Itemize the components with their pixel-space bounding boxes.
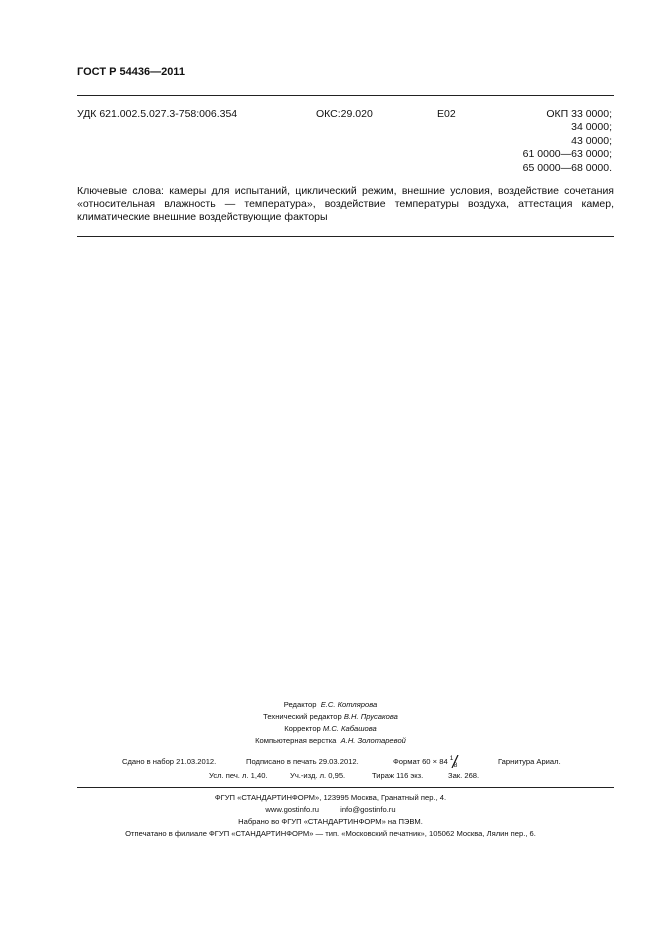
- format-fraction: [449, 754, 460, 769]
- top-divider: [77, 95, 614, 96]
- tech-editor-line: [0, 712, 661, 721]
- editor-label: Редактор: [283, 700, 317, 709]
- udk-code: УДК 621.002.5.027.3-758:006.354: [77, 108, 238, 120]
- okp-line: 61 0000—63 0000;: [522, 148, 612, 161]
- typeface: Гарнитура Ариал.: [498, 757, 561, 766]
- e-code: Е02: [437, 108, 456, 120]
- okp-line: 65 0000—68 0000.: [522, 161, 612, 174]
- publisher-email[interactable]: info@gostinfo.ru: [340, 805, 396, 814]
- submitted-date: Сдано в набор 21.03.2012.: [122, 757, 217, 766]
- okp-codes: [523, 108, 612, 175]
- corrector-name: М.С. Кабашова: [322, 724, 377, 733]
- publisher-website[interactable]: www.gostinfo.ru: [265, 805, 320, 814]
- format-times: ×: [432, 757, 438, 766]
- format-label: Формат 60: [393, 757, 431, 766]
- okp-line: 34 0000;: [571, 121, 612, 134]
- layout-line: [0, 736, 661, 745]
- document-id: ГОСТ Р 54436—2011: [77, 66, 185, 78]
- tech-editor-name: В.Н. Прусакова: [343, 712, 398, 721]
- print-sheets: Усл. печ. л. 1,40.: [209, 771, 268, 780]
- fraction-numerator: 1: [449, 754, 454, 762]
- publisher-address: ФГУП «СТАНДАРТИНФОРМ», 123995 Москва, Гранатный пер., 4.: [214, 793, 447, 802]
- fraction-denominator: 8: [453, 761, 458, 769]
- paper-format: [393, 754, 460, 769]
- okp-line: 43 0000;: [571, 134, 612, 147]
- format-84: 84: [439, 757, 448, 766]
- typeset-note: Набрано во ФГУП «СТАНДАРТИНФОРМ» на ПЭВМ.: [238, 817, 423, 826]
- editor-line: [0, 700, 661, 709]
- edition-sheets: Уч.-изд. л. 0,95.: [290, 771, 346, 780]
- oks-code: ОКС:29.020: [316, 108, 373, 120]
- tech-editor-label: Технический редактор: [263, 712, 342, 721]
- editor-name: Е.С. Котлярова: [320, 700, 378, 709]
- signed-date: Подписано в печать 29.03.2012.: [246, 757, 359, 766]
- corrector-label: Корректор: [284, 724, 321, 733]
- keywords-divider: [77, 236, 614, 237]
- print-run: Тираж 116 экз.: [372, 771, 424, 780]
- layout-label: Компьютерная верстка: [255, 736, 337, 745]
- layout-name: А.Н. Золотаревой: [340, 736, 406, 745]
- printed-note: Отпечатано в филиале ФГУП «СТАНДАРТИНФОРМ» — тип. «Московский печатник», 105062 Москва, Лялин пер., 6.: [125, 829, 536, 838]
- order-number: Зак. 268.: [448, 771, 480, 780]
- publisher-contacts: [0, 805, 661, 814]
- keywords: Ключевые слова: камеры для испытаний, циклический режим, внешние условия, воздействие сочетания «относительная влажность — температура», воздействие температуры воздуха, аттестация камер, климатические внешние воздействующие факторы: [77, 185, 614, 224]
- okp-line: ОКП 33 0000;: [546, 108, 612, 120]
- imprint-divider: [77, 787, 614, 788]
- corrector-line: [0, 724, 661, 733]
